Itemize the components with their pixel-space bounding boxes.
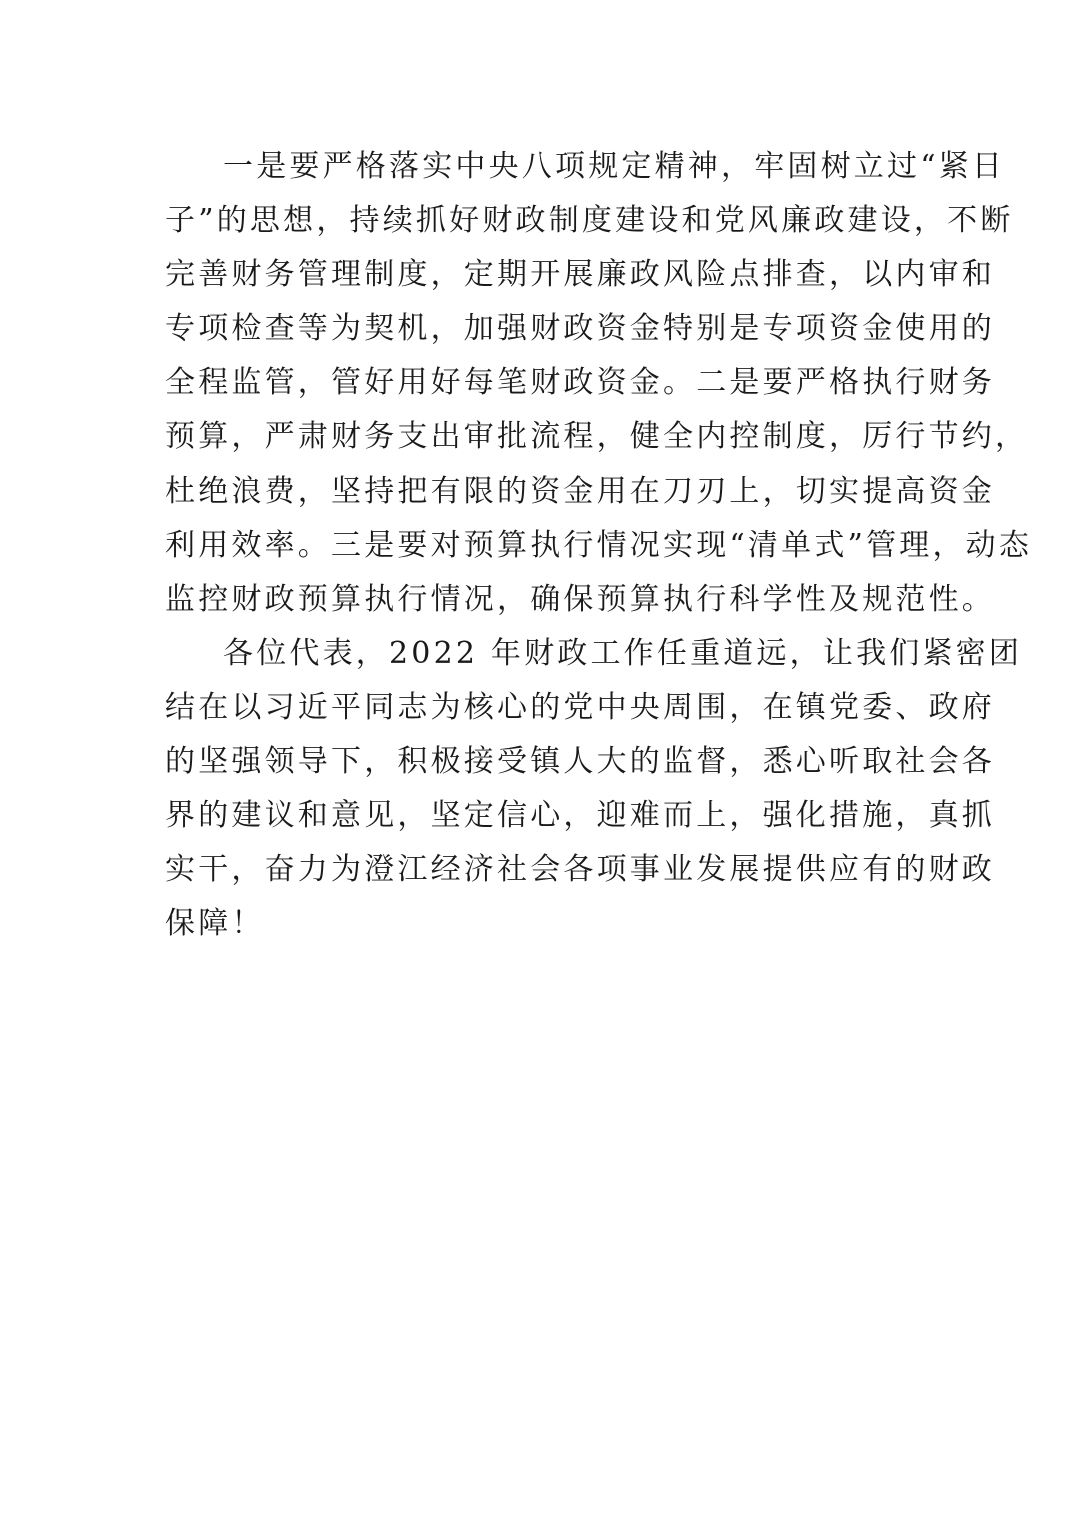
text-line: 预算，严肃财务支出审批流程，健全内控制度，厉行节约， [165,419,1029,455]
paragraph-2 [165,627,1023,952]
text-line: 一是要严格落实中央八项规定精神，牢固树立过“紧日 [223,149,1006,184]
paragraph-1 [165,140,1033,627]
text-line: 各位代表，2022 年财政工作任重道远，让我们紧密团 [223,635,1023,671]
document-body [165,140,1033,951]
text-line: 实干，奋力为澄江经济社会各项事业发展提供应有的财政 [165,852,995,888]
text-line: 监控财政预算执行情况，确保预算执行科学性及规范性。 [165,581,995,617]
text-line: 子”的思想，持续抓好财政制度建设和党风廉政建设，不断 [165,203,1014,239]
text-line: 杜绝浪费，坚持把有限的资金用在刀刃上，切实提高资金 [165,473,995,509]
text-line: 全程监管，管好用好每笔财政资金。二是要严格执行财务 [165,365,995,401]
text-line: 保障！ [165,906,265,942]
text-line: 的坚强领导下，积极接受镇人大的监督，悉心听取社会各 [165,744,995,780]
text-line: 完善财务管理制度，定期开展廉政风险点排查，以内审和 [165,257,995,293]
text-line: 利用效率。三是要对预算执行情况实现“清单式”管理，动态 [165,527,1033,563]
text-line: 界的建议和意见，坚定信心，迎难而上，强化措施，真抓 [165,798,995,834]
text-line: 结在以习近平同志为核心的党中央周围，在镇党委、政府 [165,689,995,725]
text-line: 专项检查等为契机，加强财政资金特别是专项资金使用的 [165,311,995,347]
